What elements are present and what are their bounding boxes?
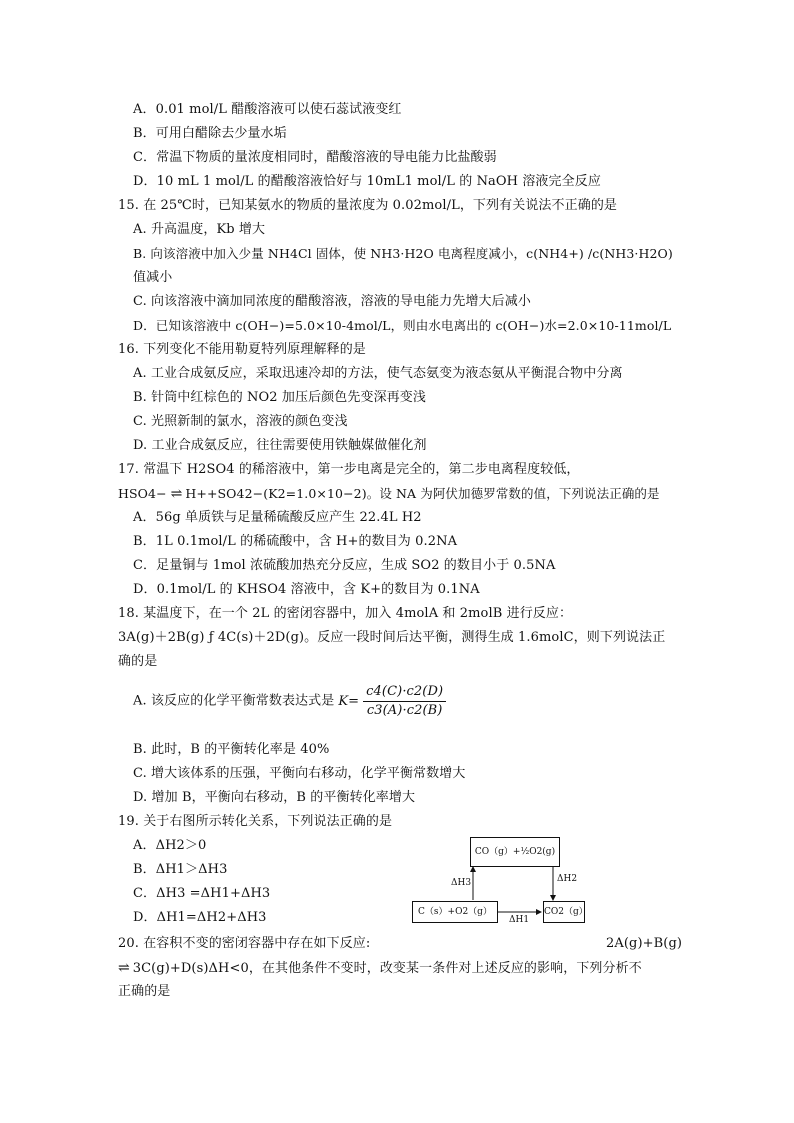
box-co: CO（g）+½O2(g) [470,837,560,867]
q15-option-b: B. 向该溶液中加入少量 NH4Cl 固体，使 NH3·H2O 电离程度减小，c(NH4+) /c(NH3·H2O) [133,246,673,261]
q18-option-d: D. 增加 B，平衡向右移动，B 的平衡转化率增大 [133,790,416,805]
q18-option-a-text: A. 该反应的化学平衡常数表达式是 [133,693,335,709]
label-dh2: ΔH2 [557,874,578,884]
q18-option-a [133,683,446,720]
q20-stem: 20. 在容积不变的密闭容器中存在如下反应: [118,936,371,951]
q15-option-d: D．已知该溶液中 c(OH−)=5.0×10-4mol/L，则由水电离出的 c(OH−)水=2.0×10-11mol/L [133,318,672,333]
q15-option-b-cont: 值减小 [133,270,173,285]
label-dh3: ΔH3 [451,878,472,888]
q18-option-b: B. 此时，B 的平衡转化率是 40% [133,742,330,757]
q18-stem: 18. 某温度下，在一个 2L 的密闭容器中，加入 4molA 和 2molB 进行反应： [118,606,573,621]
q14-option-c: C．常温下物质的量浓度相同时，醋酸溶液的导电能力比盐酸弱 [133,150,497,165]
q17-option-a: A．56g 单质铁与足量稀硫酸反应产生 22.4L H2 [133,510,422,525]
q18-stem-cont: 确的是 [118,654,158,669]
fraction-denominator: c3(A)·c2(B) [366,703,443,718]
energy-diagram [400,830,600,930]
q20-reaction-text: 3C(g)+D(s)ΔH<0，在其他条件不变时，改变某一条件对上述反应的影响，下列分析不 [132,961,642,976]
q17-equation-right: H++SO42−(K2=1.0×10−2)。设 NA 为阿伏加德罗常数的值，下列说法正确的是 [185,486,660,501]
q15-stem: 15. 在 25℃时，已知某氨水的物质的量浓度为 0.02mol/L，下列有关说法不正确的是 [118,198,618,213]
q17-equation [118,486,660,502]
q19-stem: 19. 关于右图所示转化关系，下列说法正确的是 [118,814,393,829]
q15-option-a: A. 升高温度，Kb 增大 [133,222,266,237]
q17-option-d: D．0.1mol/L 的 KHSO4 溶液中，含 K+的数目为 0.1NA [133,582,480,597]
q14-option-d: D．10 mL 1 mol/L 的醋酸溶液恰好与 10mL1 mol/L 的 NaOH 溶液完全反应 [133,174,601,189]
q14-option-b: B．可用白醋除去少量水垢 [133,126,287,141]
q18-option-a-k: K= [338,693,360,709]
equilibrium-arrow-icon: ⇌ [170,486,182,502]
box-co2: CO2（g） [543,901,585,923]
q16-stem: 16. 下列变化不能用勒夏特列原理解释的是 [118,342,366,357]
q16-option-d: D. 工业合成氨反应，往往需要使用铁触媒做催化剂 [133,438,427,453]
q15-option-c: C. 向该溶液中滴加同浓度的醋酸溶液，溶液的导电能力先增大后减小 [133,294,531,309]
box-c-o2: C（s）+O2（g） [412,901,498,923]
q17-equation-left: HSO4− [118,486,167,501]
equilibrium-constant-fraction [363,683,446,720]
q19-option-a: A．ΔH2＞0 [133,838,207,853]
q20-stem-cont: 正确的是 [118,984,171,999]
q17-stem: 17. 常温下 H2SO4 的稀溶液中，第一步电离是完全的，第二步电离程度较低， [118,462,580,477]
q20-reactants: 2A(g)+B(g) [606,936,683,951]
q17-option-b: B．1L 0.1mol/L 的稀硫酸中，含 H+的数目为 0.2NA [133,534,458,549]
q19-option-c: C．ΔH3 =ΔH1+ΔH3 [133,886,271,901]
q20-reaction [118,960,642,977]
q19-option-d: D．ΔH1=ΔH2+ΔH3 [133,910,267,925]
equilibrium-arrow-icon: ⇌ [118,960,129,976]
q17-option-c: C．足量铜与 1mol 浓硫酸加热充分反应，生成 SO2 的数目小于 0.5NA [133,558,556,573]
q16-option-a: A. 工业合成氨反应，采取迅速冷却的方法，使气态氨变为液态氨从平衡混合物中分离 [133,366,623,381]
fraction-numerator: c4(C)·c2(D) [363,683,446,702]
q18-option-c: C. 增大该体系的压强，平衡向右移动，化学平衡常数增大 [133,766,466,781]
q16-option-c: C. 光照新制的氯水，溶液的颜色变浅 [133,414,348,429]
q16-option-b: B. 针筒中红棕色的 NO2 加压后颜色先变深再变浅 [133,390,426,405]
q14-option-a: A．0.01 mol/L 醋酸溶液可以使石蕊试液变红 [133,102,402,117]
q18-reaction: 3A(g)＋2B(g) ƒ 4C(s)＋2D(g)。反应一段时间后达平衡，测得生成 1.6molC，则下列说法正 [118,630,666,645]
label-dh1: ΔH1 [509,915,530,925]
q19-option-b: B．ΔH1＞ΔH3 [133,862,228,877]
